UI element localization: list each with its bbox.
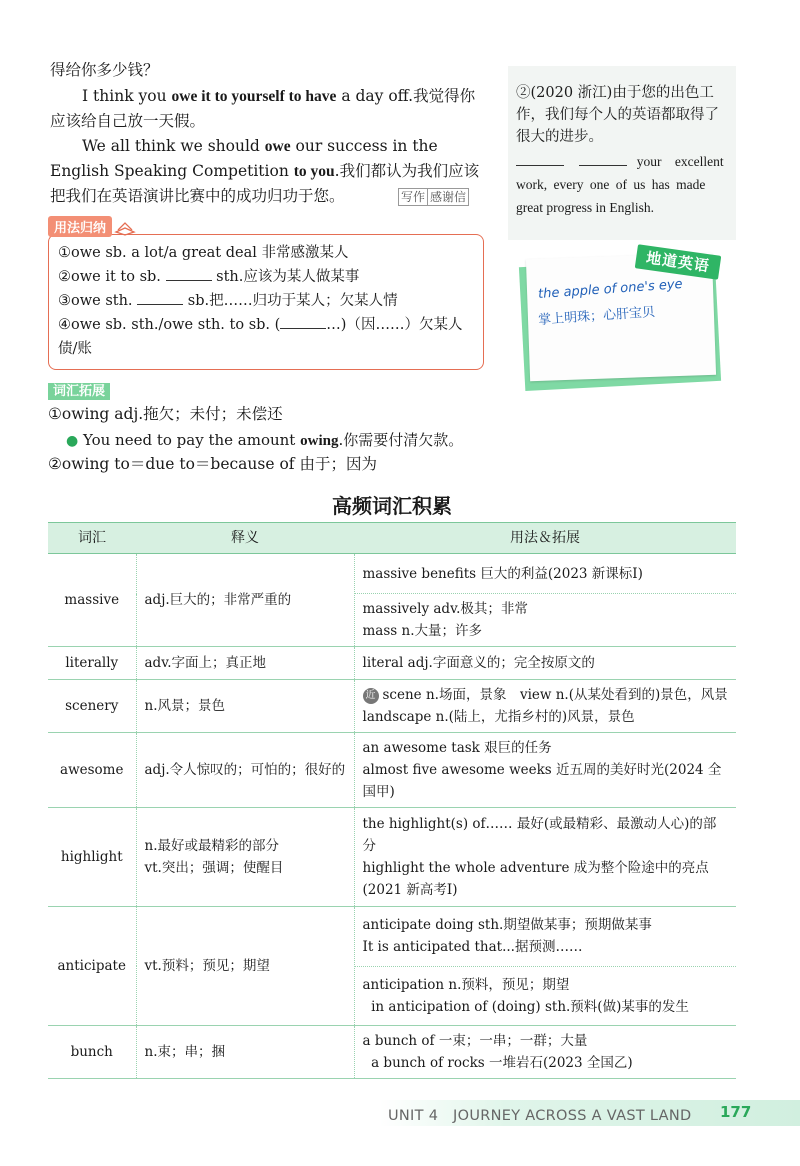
note-badge: 地道英语 — [635, 244, 722, 279]
blank — [137, 290, 183, 305]
table-row: scenery n.风景；景色 近 scene n.场面，景象 view n.(从某处看到的)景色，风景 landscape n.(陆上，尤指乡村的)风景，景色 — [48, 680, 736, 733]
table-title: 高频词汇积累 — [332, 494, 452, 518]
vocab-table — [48, 522, 742, 1079]
header-meaning: 释义 — [136, 523, 354, 554]
extension-label: 词汇拓展 — [48, 383, 110, 400]
header-word: 词汇 — [48, 523, 136, 554]
table-row: awesome adj.令人惊叹的；可怕的；很好的 an awesome task 艰巨的任务 almost five awesome weeks 近五周的美好时光(2024 全国甲) — [48, 733, 736, 808]
table-header-row — [48, 523, 736, 554]
extension-item-2: ②owing to＝due to＝because of 由于；因为 — [48, 455, 377, 473]
exercise-english-3: great progress in English. — [516, 200, 654, 215]
table-row: bunch n.束；串；捆 a bunch of 一束；一串；一群；大量 a bunch of rocks 一堆岩石(2023 全国乙) — [48, 1026, 736, 1079]
header-usage: 用法＆拓展 — [354, 523, 736, 554]
example-2: We all think we should owe our success in the English Speaking Competition to you.我们都认为我们应该把我们在英语演讲比赛中的成功归功于您。 — [50, 137, 480, 205]
usage-line-2: ②owe it to sb. sth.应该为某人做某事 — [58, 266, 359, 288]
note-line-1: the apple of one's eye — [537, 276, 684, 303]
note-line-2: 掌上明珠；心肝宝贝 — [537, 304, 656, 329]
answer-blank[interactable] — [579, 151, 627, 166]
intro-line: 得给你多少钱？ — [50, 61, 159, 79]
extension-item-1: ①owing adj.拖欠；未付；未偿还 — [48, 405, 283, 423]
bullet-icon: ● — [66, 433, 79, 449]
table-row: literally adv.字面上；真正地 literal adj.字面意义的；完全按原文的 — [48, 647, 736, 680]
table-row: massively adv.极其；非常 mass n.大量；许多 — [48, 594, 736, 647]
usage-header — [48, 216, 136, 237]
exercise-english-1: your excellent — [516, 150, 730, 173]
footer-unit: UNIT 4 JOURNEY ACROSS A VAST LAND — [388, 1108, 692, 1124]
usage-label: 用法归纳 — [48, 216, 112, 237]
book-icon — [114, 218, 136, 236]
writing-tag — [398, 188, 469, 206]
exercise-chinese: ②(2020 浙江)由于您的出色工作，我们每个人的英语都取得了很大的进步。 — [516, 85, 719, 145]
usage-line-4-cont: 债/账 — [58, 341, 92, 357]
tag-writing: 写作 — [398, 188, 428, 206]
extension-header — [48, 380, 110, 399]
usage-line-3: ③owe sth. sb.把……归功于某人；欠某人情 — [58, 290, 398, 312]
answer-blank[interactable] — [516, 151, 564, 166]
example-1: I think you owe it to yourself to have a day off.我觉得你应该给自己放一天假。 — [50, 87, 476, 130]
extension-example: ● You need to pay the amount owing.你需要付清欠款。 — [66, 431, 464, 449]
table-row: highlight n.最好或最精彩的部分 vt.突出；强调；使醒目 the highlight(s) of…… 最好(或最精彩、最激动人心)的部分 highlight the whole adventure 成为整个险途中的亮点(2021 新高考Ⅰ) — [48, 808, 736, 907]
page-number: 177 — [720, 1103, 752, 1121]
usage-line-1: ①owe sb. a lot/a great deal 非常感激某人 — [58, 245, 349, 261]
synonym-icon: 近 — [363, 688, 379, 704]
usage-line-4: ④owe sb. sth./owe sth. to sb. ( …)（因……）欠某人 — [58, 314, 462, 336]
exercise-english-2: work, every one of us has made — [516, 177, 706, 192]
tag-thank-you-letter: 感谢信 — [428, 188, 469, 206]
blank — [166, 266, 212, 281]
blank — [280, 314, 326, 329]
table-row: anticipate vt.预料；预见；期望 anticipate doing sth.期望做某事；预期做某事 It is anticipated that...据预测…… — [48, 907, 736, 967]
table-row: anticipation n.预料，预见；期望 in anticipation of (doing) sth.预料(做)某事的发生 — [48, 966, 736, 1026]
table-row: massive adj.巨大的；非常严重的 massive benefits 巨大的利益(2023 新课标Ⅰ) — [48, 554, 736, 594]
